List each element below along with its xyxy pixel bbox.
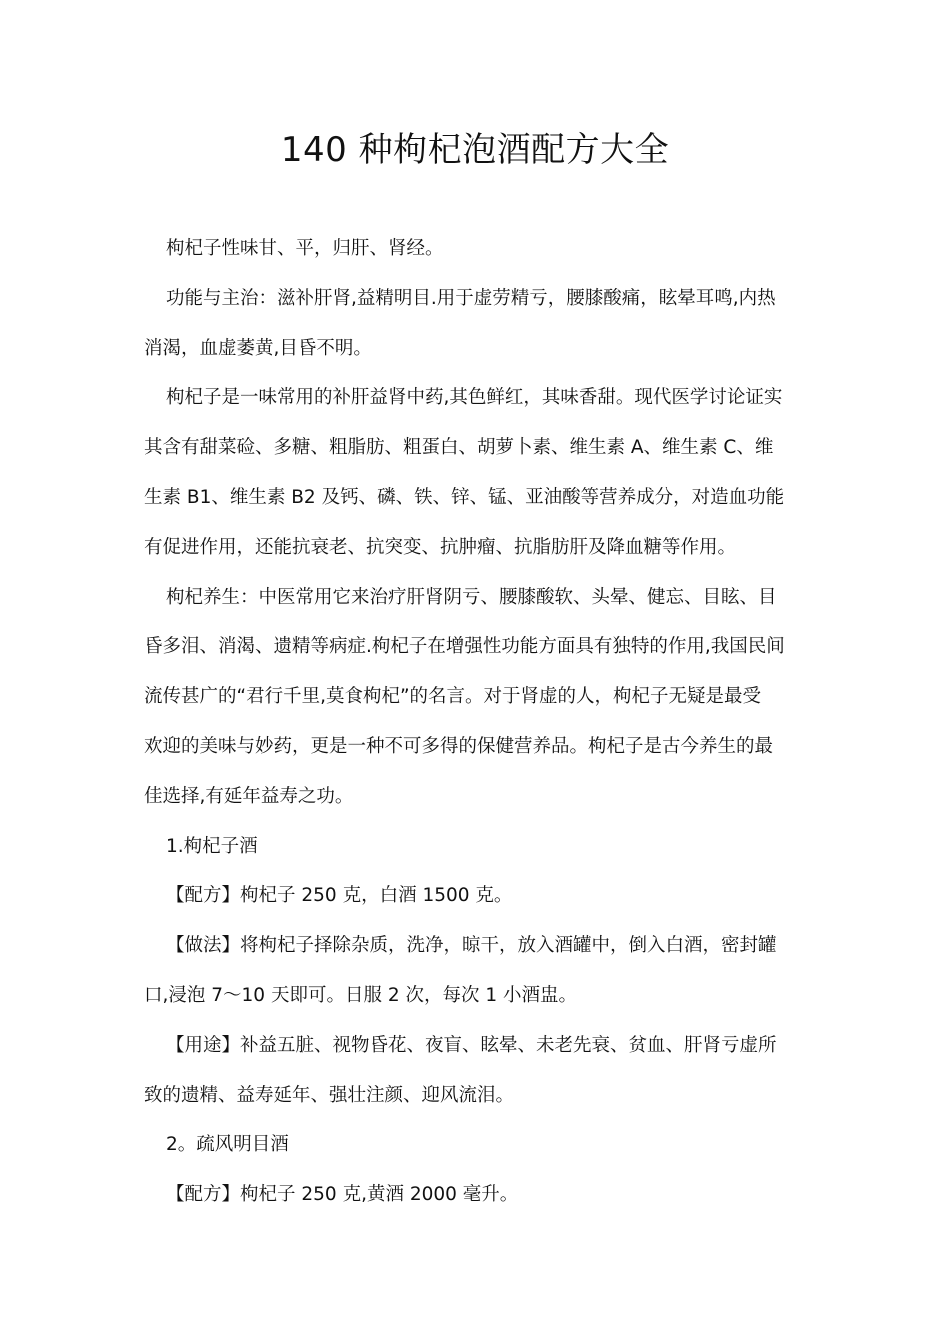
recipe-1-method xyxy=(144,921,808,1021)
text-line: 有促进作用，还能抗衰老、抗突变、抗肿瘤、抗脂肪肝及降血糖等作用。 xyxy=(144,536,737,558)
text-line: 流传甚广的“君行千里,莫食枸杞”的名言。对于肾虚的人，枸杞子无疑是最受 xyxy=(144,686,762,708)
text-line: 【配方】枸杞子 250 克，白酒 1500 克。 xyxy=(166,885,513,907)
text-line: 口,浸泡 7～10 天即可。日服 2 次，每次 1 小酒盅。 xyxy=(144,984,578,1006)
text-line: 昏多泪、消渴、遗精等病症.枸杞子在增强性功能方面具有独特的作用,我国民间 xyxy=(144,636,785,658)
text-line: 枸杞子性味甘、平，归肝、肾经。 xyxy=(166,238,444,259)
text-line: 欢迎的美味与妙药，更是一种不可多得的保健营养品。枸杞子是古今养生的最 xyxy=(144,735,774,757)
section-heading-2 xyxy=(144,1120,808,1170)
text-line: 枸杞养生：中医常用它来治疗肝肾阴亏、腰膝酸软、头晕、健忘、目眩、目 xyxy=(166,586,777,608)
text-line: 生素 B1、维生素 B2 及钙、磷、铁、锌、锰、亚油酸等营养成分，对造血功能 xyxy=(144,486,785,508)
text-line: 1.枸杞子酒 xyxy=(166,835,258,857)
text-line: 【用途】补益五脏、视物昏花、夜盲、眩晕、未老先衰、贫血、肝肾亏虚所 xyxy=(166,1034,777,1056)
text-line: 2。疏风明目酒 xyxy=(166,1134,289,1156)
recipe-1-usage xyxy=(144,1021,808,1121)
document-body xyxy=(144,224,808,1220)
recipe-2-formula xyxy=(144,1170,808,1220)
paragraph-health xyxy=(144,573,808,822)
section-heading-1 xyxy=(144,822,808,872)
text-line: 佳选择,有延年益寿之功。 xyxy=(144,785,354,807)
text-line: 枸杞子是一味常用的补肝益肾中药,其色鲜红，其味香甜。现代医学讨论证实 xyxy=(166,387,783,409)
paragraph-composition xyxy=(144,373,808,572)
text-line: 其含有甜菜硷、多糖、粗脂肪、粗蛋白、胡萝卜素、维生素 A、维生素 C、维 xyxy=(144,437,774,459)
text-line: 致的遗精、益寿延年、强壮注颜、迎风流泪。 xyxy=(144,1084,515,1106)
text-line: 【配方】枸杞子 250 克,黄酒 2000 毫升。 xyxy=(166,1184,519,1206)
text-line: 消渴，血虚萎黄,目昏不明。 xyxy=(144,337,372,359)
page-title: 140 种枸杞泡酒配方大全 xyxy=(280,130,670,170)
text-line: 功能与主治：滋补肝肾,益精明目.用于虚劳精亏，腰膝酸痛，眩晕耳鸣,内热 xyxy=(166,287,776,309)
text-line: 【做法】将枸杞子择除杂质，洗净，晾干，放入酒罐中，倒入白酒，密封罐 xyxy=(166,935,777,957)
recipe-1-formula xyxy=(144,871,808,921)
paragraph-nature xyxy=(144,224,808,274)
paragraph-function xyxy=(144,274,808,374)
